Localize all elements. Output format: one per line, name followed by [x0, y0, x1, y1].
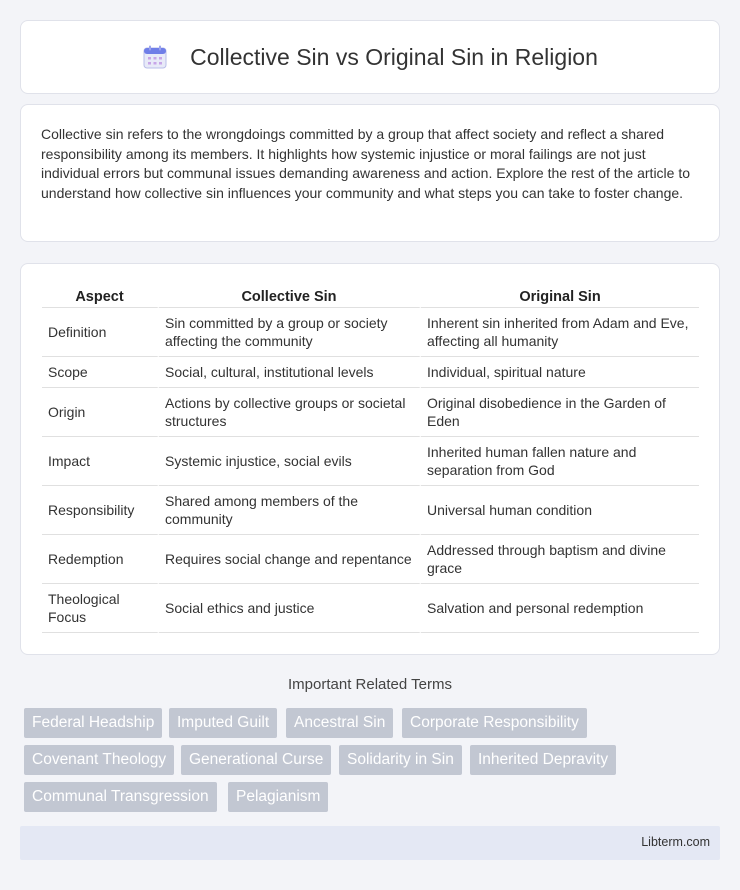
related-term-tag[interactable]: Generational Curse	[181, 745, 331, 775]
column-header-original-sin: Original Sin	[421, 286, 699, 308]
table-cell: Scope	[42, 357, 159, 388]
table-row	[42, 388, 699, 437]
calendar-icon	[142, 44, 168, 70]
table-cell: Shared among members of the community	[159, 486, 421, 535]
footer	[20, 826, 720, 860]
comparison-table	[42, 286, 699, 633]
related-term-tag[interactable]: Inherited Depravity	[470, 745, 616, 775]
table-cell: Individual, spiritual nature	[421, 357, 699, 388]
table-row	[42, 308, 699, 357]
table-row	[42, 486, 699, 535]
related-term-tag[interactable]: Ancestral Sin	[286, 708, 393, 738]
related-term-tag[interactable]: Imputed Guilt	[169, 708, 277, 738]
table-cell: Theological Focus	[42, 584, 159, 633]
table-row	[42, 437, 699, 486]
related-term-tag[interactable]: Federal Headship	[24, 708, 162, 738]
title-card	[20, 20, 720, 94]
table-cell: Systemic injustice, social evils	[159, 437, 421, 486]
table-row	[42, 584, 699, 633]
table-header-row	[42, 286, 699, 308]
table-cell: Impact	[42, 437, 159, 486]
page-title: Collective Sin vs Original Sin in Religion	[190, 43, 598, 70]
table-cell: Inherited human fallen nature and separation from God	[421, 437, 699, 486]
table-row	[42, 535, 699, 584]
column-header-aspect: Aspect	[42, 286, 159, 308]
comparison-card	[20, 263, 720, 655]
table-cell: Inherent sin inherited from Adam and Eve, affecting all humanity	[421, 308, 699, 357]
table-cell: Social, cultural, institutional levels	[159, 357, 421, 388]
table-cell: Sin committed by a group or society affecting the community	[159, 308, 421, 357]
footer-site-link[interactable]: Libterm.com	[641, 835, 710, 849]
related-term-tag[interactable]: Covenant Theology	[24, 745, 174, 775]
intro-card	[20, 104, 720, 242]
related-term-tag[interactable]: Communal Transgression	[24, 782, 217, 812]
related-term-tag[interactable]: Pelagianism	[228, 782, 328, 812]
related-term-tag[interactable]: Corporate Responsibility	[402, 708, 587, 738]
related-terms-title: Important Related Terms	[288, 676, 452, 693]
table-cell: Redemption	[42, 535, 159, 584]
table-cell: Salvation and personal redemption	[421, 584, 699, 633]
table-cell: Requires social change and repentance	[159, 535, 421, 584]
table-cell: Addressed through baptism and divine grace	[421, 535, 699, 584]
table-cell: Universal human condition	[421, 486, 699, 535]
table-cell: Social ethics and justice	[159, 584, 421, 633]
intro-paragraph: Collective sin refers to the wrongdoings committed by a group that affect society and reflect a shared responsibility among its members. It highlights how systemic injustice or moral failings are not just individual errors but communal issues demanding awareness and action. Explore the rest of the article to understand how collective sin influences your community and what steps you can take to foster change.	[41, 126, 691, 201]
table-cell: Actions by collective groups or societal structures	[159, 388, 421, 437]
table-cell: Origin	[42, 388, 159, 437]
related-term-tag[interactable]: Solidarity in Sin	[339, 745, 462, 775]
table-cell: Responsibility	[42, 486, 159, 535]
table-row	[42, 357, 699, 388]
column-header-collective-sin: Collective Sin	[159, 286, 421, 308]
table-cell: Definition	[42, 308, 159, 357]
table-cell: Original disobedience in the Garden of Eden	[421, 388, 699, 437]
